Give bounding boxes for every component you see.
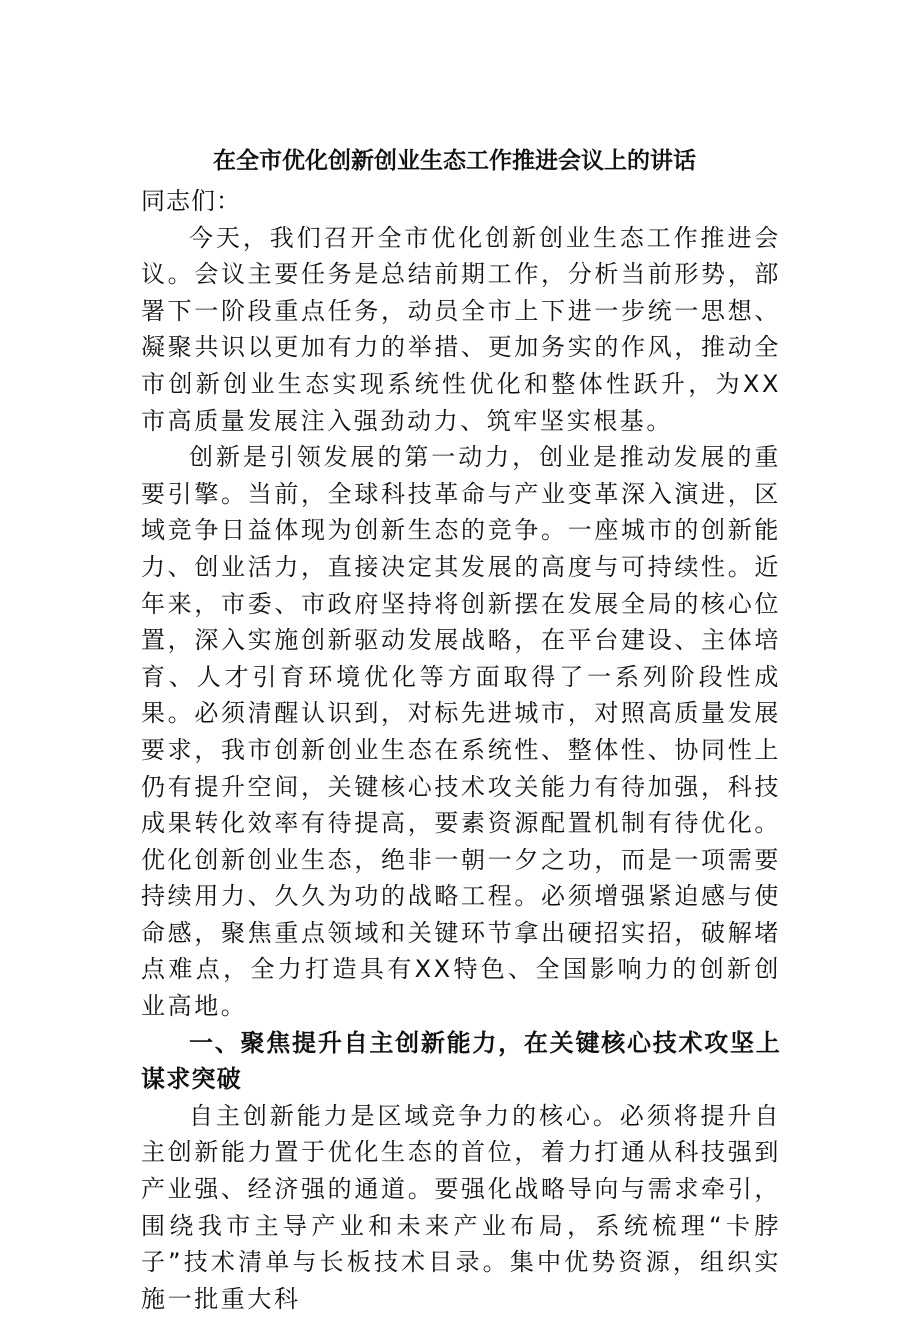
section-heading: 一、聚焦提升自主创新能力，在关键核心技术攻坚上谋求突破 bbox=[141, 1028, 781, 1094]
section-paragraph: 自主创新能力是区域竞争力的核心。必须将提升自主创新能力置于优化生态的首位，着力打通从科技强到产业强、经济强的通道。要强化战略导向与需求牵引，围绕我市主导产业和未来产业布局，系统梳理“卡脖子”技术清单与长板技术目录。集中优势资源，组织实施一批重大科 bbox=[141, 1101, 781, 1313]
document-title: 在全市优化创新创业生态工作推进会议上的讲话 bbox=[213, 147, 696, 174]
document-body bbox=[141, 183, 781, 1317]
paragraph-context: 创新是引领发展的第一动力，创业是推动发展的重要引擎。当前，全球科技革命与产业变革深入演进，区域竞争日益体现为创新生态的竞争。一座城市的创新能力、创业活力，直接决定其发展的高度与可持续性。近年来，市委、市政府坚持将创新摆在发展全局的核心位置，深入实施创新驱动发展战略，在平台建设、主体培育、人才引育环境优化等方面取得了一系列阶段性成果。必须清醒认识到，对标先进城市，对照高质量发展要求，我市创新创业生态在系统性、整体性、协同性上仍有提升空间，关键核心技术攻关能力有待加强，科技成果转化效率有待提高，要素资源配置机制有待优化。优化创新创业生态，绝非一朝一夕之功，而是一项需要持续用力、久久为功的战略工程。必须增强紧迫感与使命感，聚焦重点领域和关键环节拿出硬招实招，破解堵点难点，全力打造具有XX特色、全国影响力的创新创业高地。 bbox=[141, 443, 781, 1021]
paragraph-intro: 今天，我们召开全市优化创新创业生态工作推进会议。会议主要任务是总结前期工作，分析当前形势，部署下一阶段重点任务，动员全市上下进一步统一思想、凝聚共识以更加有力的举措、更加务实的作风，推动全市创新创业生态实现系统性优化和整体性跃升，为XX市高质量发展注入强劲动力、筑牢坚实根基。 bbox=[141, 223, 781, 435]
salutation: 同志们： bbox=[141, 187, 241, 215]
